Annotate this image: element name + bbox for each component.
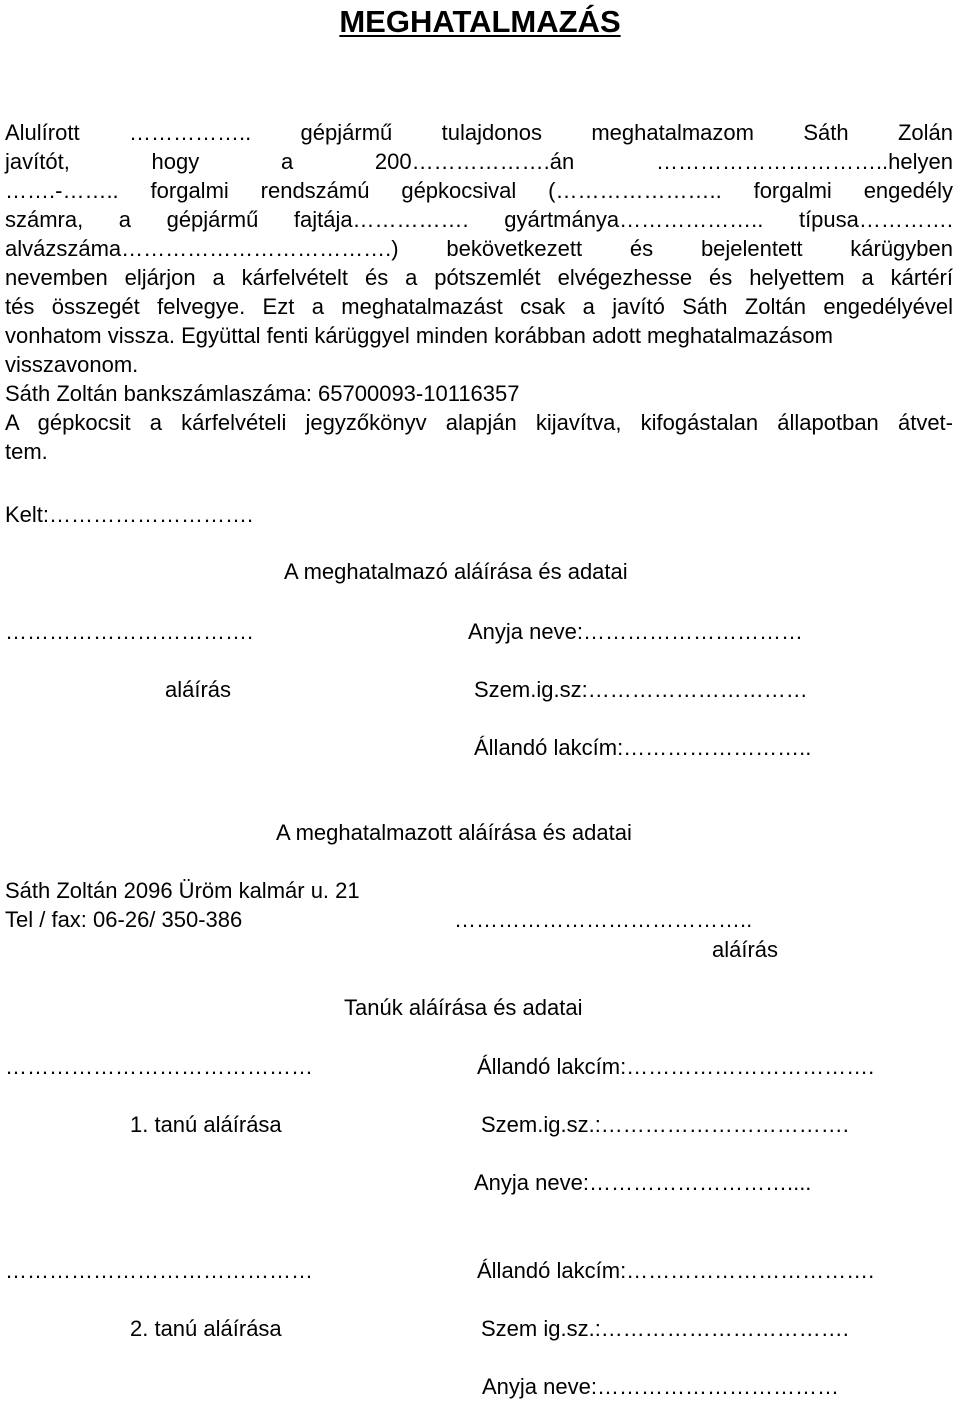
agent-signature-label: aláírás (712, 937, 779, 962)
agent-address: Sáth Zoltán 2096 Üröm kalmár u. 21 (5, 878, 360, 903)
body-line: tem. (5, 439, 48, 464)
authorization-body (5, 118, 953, 466)
witnesses-heading: Tanúk aláírása és adatai (344, 995, 583, 1020)
body-line: Sáth Zoltán bankszámlaszáma: 65700093-10116357 (5, 381, 520, 406)
principal-heading: A meghatalmazó aláírása és adatai (284, 559, 628, 584)
witness2-id-number: Szem ig.sz.:……………………………. (481, 1316, 849, 1341)
body-line: A gépkocsit a kárfelvételi jegyzőkönyv alapján kijavítva, kifogástalan állapotban átvet- (5, 410, 953, 435)
principal-mother-name: Anyja neve:………………………… (468, 619, 803, 644)
document-title: MEGHATALMAZÁS (339, 4, 621, 39)
witness1-mother-name: Anyja neve:……………………….... (474, 1170, 812, 1195)
witness1-address: Állandó lakcím:……………………………. (477, 1054, 875, 1079)
body-line: nevemben eljárjon a kárfelvételt és a pótszemlét elvégezhesse és helyettem a kártérí (5, 265, 953, 290)
principal-id-number: Szem.ig.sz:………………………… (474, 677, 808, 702)
witness1-signature-label: 1. tanú aláírása (130, 1112, 282, 1137)
witness2-mother-name: Anyja neve:…………………………… (482, 1374, 839, 1399)
agent-heading: A meghatalmazott aláírása és adatai (276, 820, 632, 845)
body-line: vonhatom vissza. Együttal fenti kárüggyel minden korábban adott meghatalmazásom (5, 323, 833, 348)
body-line: tés összegét felvegye. Ezt a meghatalmazást csak a javító Sáth Zoltán engedélyével (5, 294, 953, 319)
witness1-signature-line: …………………………………… (5, 1054, 313, 1079)
body-line: alvázszáma……………………………….) bekövetkezett és bejelentett kárügyben (5, 236, 953, 261)
body-line: Alulírott …………….. gépjármű tulajdonos meghatalmazom Sáth Zolán (5, 120, 953, 145)
agent-signature-line: ………………………………….. (454, 907, 753, 932)
witness1-id-number: Szem.ig.sz.:……………………………. (481, 1112, 849, 1137)
body-line: visszavonom. (5, 352, 139, 377)
body-line: számra, a gépjármű fajtája……………. gyártmánya……………….. típusa…………. (5, 207, 953, 232)
principal-address: Állandó lakcím:…………………….. (474, 735, 812, 760)
date-field: Kelt:………………………. (5, 502, 254, 527)
witness2-signature-label: 2. tanú aláírása (130, 1316, 282, 1341)
witness2-address: Állandó lakcím:……………………………. (477, 1258, 875, 1283)
body-line: javítót, hogy a 200……………….án …………………………..helyen (5, 149, 953, 174)
body-line: …….-…….. forgalmi rendszámú gépkocsival (………………….. forgalmi engedély (5, 178, 953, 203)
witness2-signature-line: …………………………………… (5, 1258, 313, 1283)
agent-phone: Tel / fax: 06-26/ 350-386 (5, 907, 243, 932)
principal-signature-line: ……………………………. (5, 619, 254, 644)
principal-signature-label: aláírás (165, 677, 232, 702)
